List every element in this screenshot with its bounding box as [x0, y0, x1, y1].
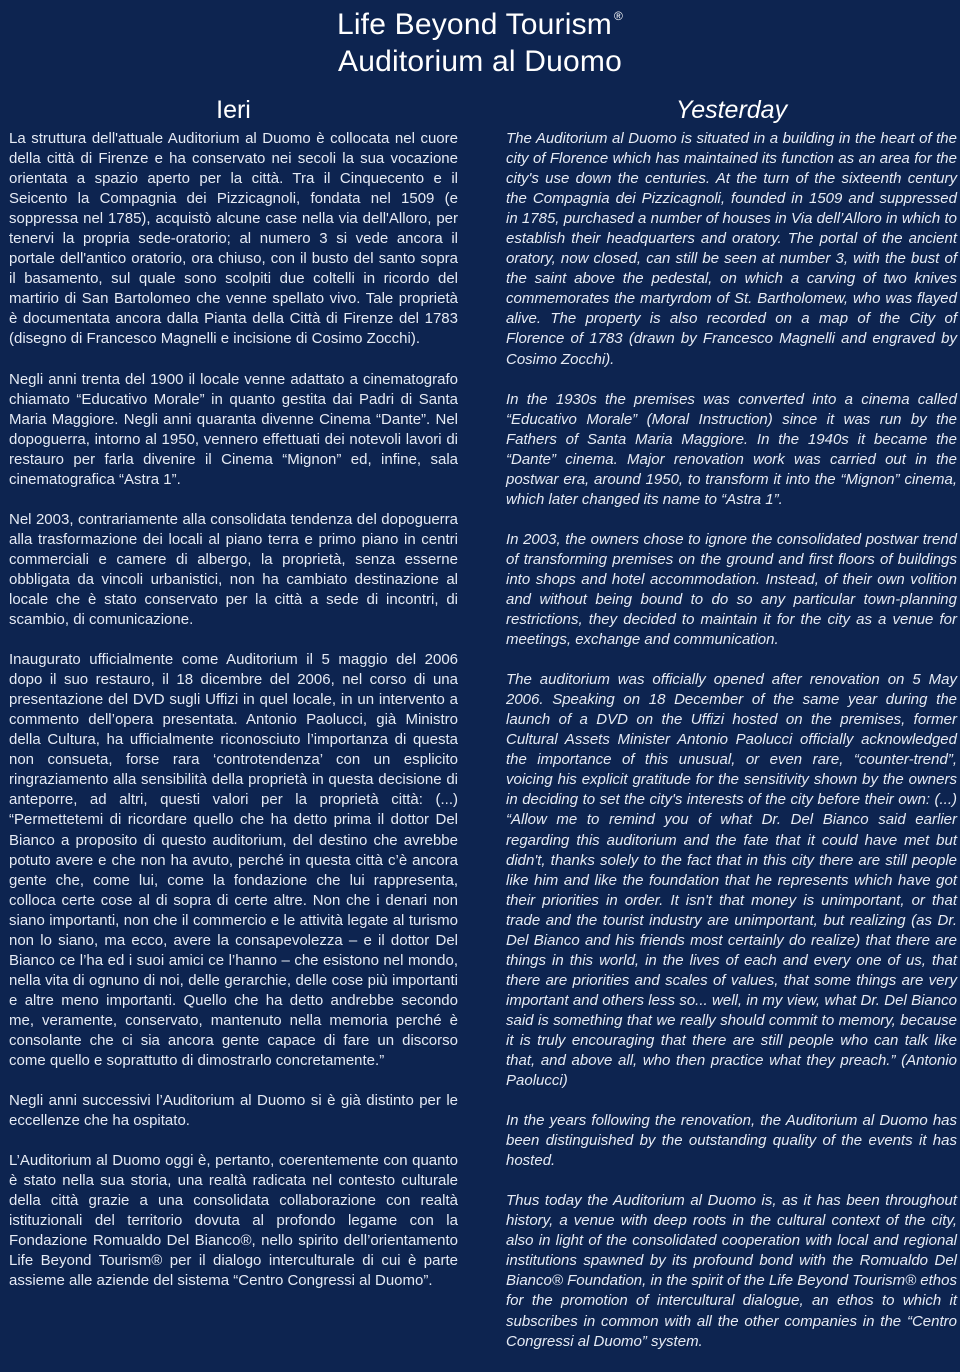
english-paragraph-4: The auditorium was officially opened after renovation on 5 May 2006. Speaking on 18 December of the same year during the launch of a DVD on the Uffizi hosted on the premises, former Cultural Assets Minister Antonio Paolucci officially acknowledged the importance of this unusual, or even rare, “counter-trend”, voicing his explicit gratitude for the sensitivity shown by the owners in deciding to set the city's interests of the city before their own: (...) “Allow me to remind you of what Dr. Del Bianco said earlier regarding this auditorium and the fate that it could have met but didn't, thanks solely to the fact that in this city there are still people like him and like the foundation that he represents which have got their priorities in order. It isn't that money is unimportant, or that trade and the tourist industry are unimportant, but realizing (as Dr. Del Bianco and his friends most certainly do realize) that there are things in this world, in the lives of each and every one of us, that there are priorities and scales of values, that some things are very important and others less so... well, in my view, what Dr. Del Bianco said is something that we really should commit to memory, because it is truly encouraging that there are still people who can talk like that, and above all, who then practice what they preach.” (Antonio Paolucci) [506, 671, 957, 1090]
english-heading: Yesterday [675, 96, 788, 124]
italian-paragraph-2: Negli anni trenta del 1900 il locale venne adattato a cinematografo chiamato “Educativo Morale” in quanto gestita dai Padri di Santa Maria Maggiore. Negli anni quaranta divenne Cinema “Dante”. Nel dopoguerra, intorno al 1950, vennero effettuati dei notevoli lavori di restauro per farla divenire il Cinema “Mignon” ed, infine, sala cinematografica “Astra 1”. [9, 370, 458, 488]
english-paragraph-6: Thus today the Auditorium al Duomo is, as it has been throughout history, a venue with deep roots in the cultural context of the city, also in light of the consolidated cooperation with local and regional institutions spawned by its profound bond with the Romualdo Del Bianco® Foundation, in the spirit of the Life Beyond Tourism® ethos for the promotion of intercultural dialogue, an ethos to which it subscribes in common with all the other companies in the “Centro Congressi al Duomo” system. [506, 1192, 957, 1350]
italian-heading: Ieri [216, 96, 251, 124]
italian-paragraph-5: Negli anni successivi l’Auditorium al Duomo si è già distinto per le eccellenze che ha ospitato. [9, 1092, 458, 1130]
italian-paragraph-3: Nel 2003, contrariamente alla consolidata tendenza del dopoguerra alla trasformazione dei locali al piano terra e primo piano in centri commerciali e camere di albergo, la proprietà, senza esserne obbligata da vincoli urbanistici, non ha cambiato destinazione al locale che è stato conservato per la città a sede di incontri, di scambio, di comunicazione. [9, 510, 458, 629]
page-title [0, 6, 960, 43]
italian-paragraph-1: La struttura dell'attuale Auditorium al Duomo è collocata nel cuore della città di Firenze e ha conservato nei secoli la sua vocazione orientata a spazio aperto per la città. Tra il Cinquecento e il Seicento la Compagnia dei Pizzicagnoli, fondata nel 1509 (e soppressa nel 1785), acquistò alcune case nella via dell'Alloro, per tenervi la propria sede-oratorio; al numero 3 si vede ancora il portale dell'antico oratorio, ora chiuso, con il busto del santo sopra il basamento, sul quale sono scolpiti due coltelli in ricordo del martirio di San Bartolomeo che venne spellato vivo. Tale proprietà è documentata ancora dalla Pianta della Città di Firenze del 1783 (disegno di Francesco Magnelli e incisione di Cosimo Zocchi). [9, 130, 458, 348]
english-paragraph-5: In the years following the renovation, the Auditorium al Duomo has been distinguished by the outstanding quality of the events it has hosted. [506, 1112, 957, 1170]
english-paragraph-3: In 2003, the owners chose to ignore the consolidated postwar trend of transforming premises on the ground and first floors of buildings into shops and hotel accommodation. Instead, of their own volition and without being bound to do so any particular town-planning restrictions, they decided to maintain it for the city as a venue for meetings, exchange and communication. [506, 530, 957, 649]
registered-mark: ® [614, 9, 624, 23]
english-paragraph-2: In the 1930s the premises was converted into a cinema called “Educativo Morale” (Moral Instruction) since it was run by the Fathers of Santa Maria Maggiore. In the 1940s it became the “Dante” cinema. Major renovation work was carried out in the postwar era, around 1950, to transform it into the “Mignon” cinema, which later changed its name to “Astra 1”. [506, 390, 957, 508]
italian-paragraph-4: Inaugurato ufficialmente come Auditorium il 5 maggio del 2006 dopo il suo restauro, il 18 dicembre del 2006, nel corso di una presentazione del DVD sugli Uffizi in quel locale, in un intervento a commento dell’opera presentata. Antonio Paolucci, già Ministro della Cultura, ha ufficialmente riconosciuto l’importanza di questa non consueta, forse rara ‘controtendenza’ con un esplicito ringraziamento alla sensibilità della proprietà in questa decisione di anteporre, ad altri, questi valori per la proprietà città: (...) “Permettetemi di ricordare quello che ha detto prima il dottor Del Bianco a proposito di questo auditorium, del destino che avrebbe potuto avere e che non ha avuto, perché in questa città c’è ancora gente che, come lui, come la fondazione che lui rappresenta, colloca certe cose al di sopra di certe altre. Non che i denari non siano importanti, non che il commercio e le attività legate al turismo non lo siano, ma ecco, avere la consapevolezza – e il dottor Del Bianco ce l’ha ed i suoi amici ce l’hanno – che esistono nel mondo, nella vita di ognuno di noi, delle gerarchie, delle cose più importanti e altre meno importanti. Quello che ha detto andrebbe secondo me, veramente, conservato, mantenuto nella memoria perché è consolante che ci sia ancora gente capace di fare un discorso come quello e soprattutto di dimostrarlo concretamente.” [9, 651, 458, 1070]
page-header [0, 6, 960, 80]
english-paragraph-1: The Auditorium al Duomo is situated in a building in the heart of the city of Florence which has maintained its function as an area for the city's use down the centuries. At the turn of the sixteenth century the Compagnia dei Pizzicagnoli, founded in 1509 and suppressed in 1785, purchased a number of houses in Via dell’Alloro in which to establish their headquarters and oratory. The portal of the ancient oratory, now closed, can still be seen at number 3, with the bust of the saint above the pedestal, on which a carving of two knives commemorates the martyrdom of St. Bartholomew, who was flayed alive. The property is also recorded on a map of the City of Florence of 1783 (drawn by Francesco Magnelli and engraved by Cosimo Zocchi). [506, 130, 957, 368]
page-subtitle: Auditorium al Duomo [338, 45, 622, 78]
italian-column [9, 94, 458, 1311]
title-text: Life Beyond Tourism [336, 8, 612, 41]
english-column [506, 94, 957, 1372]
italian-paragraph-6: L’Auditorium al Duomo oggi è, pertanto, coerentemente con quanto è stato nella sua storia, una realtà radicata nel contesto culturale della città grazie a una consolidata collaborazione con realtà istituzionali del territorio dovuta al profondo legame con la Fondazione Romualdo Del Bianco®, nello spirito dell’orientamento Life Beyond Tourism® per il dialogo interculturale di cui è parte assieme alle aziende del sistema “Centro Congressi al Duomo”. [9, 1152, 458, 1290]
